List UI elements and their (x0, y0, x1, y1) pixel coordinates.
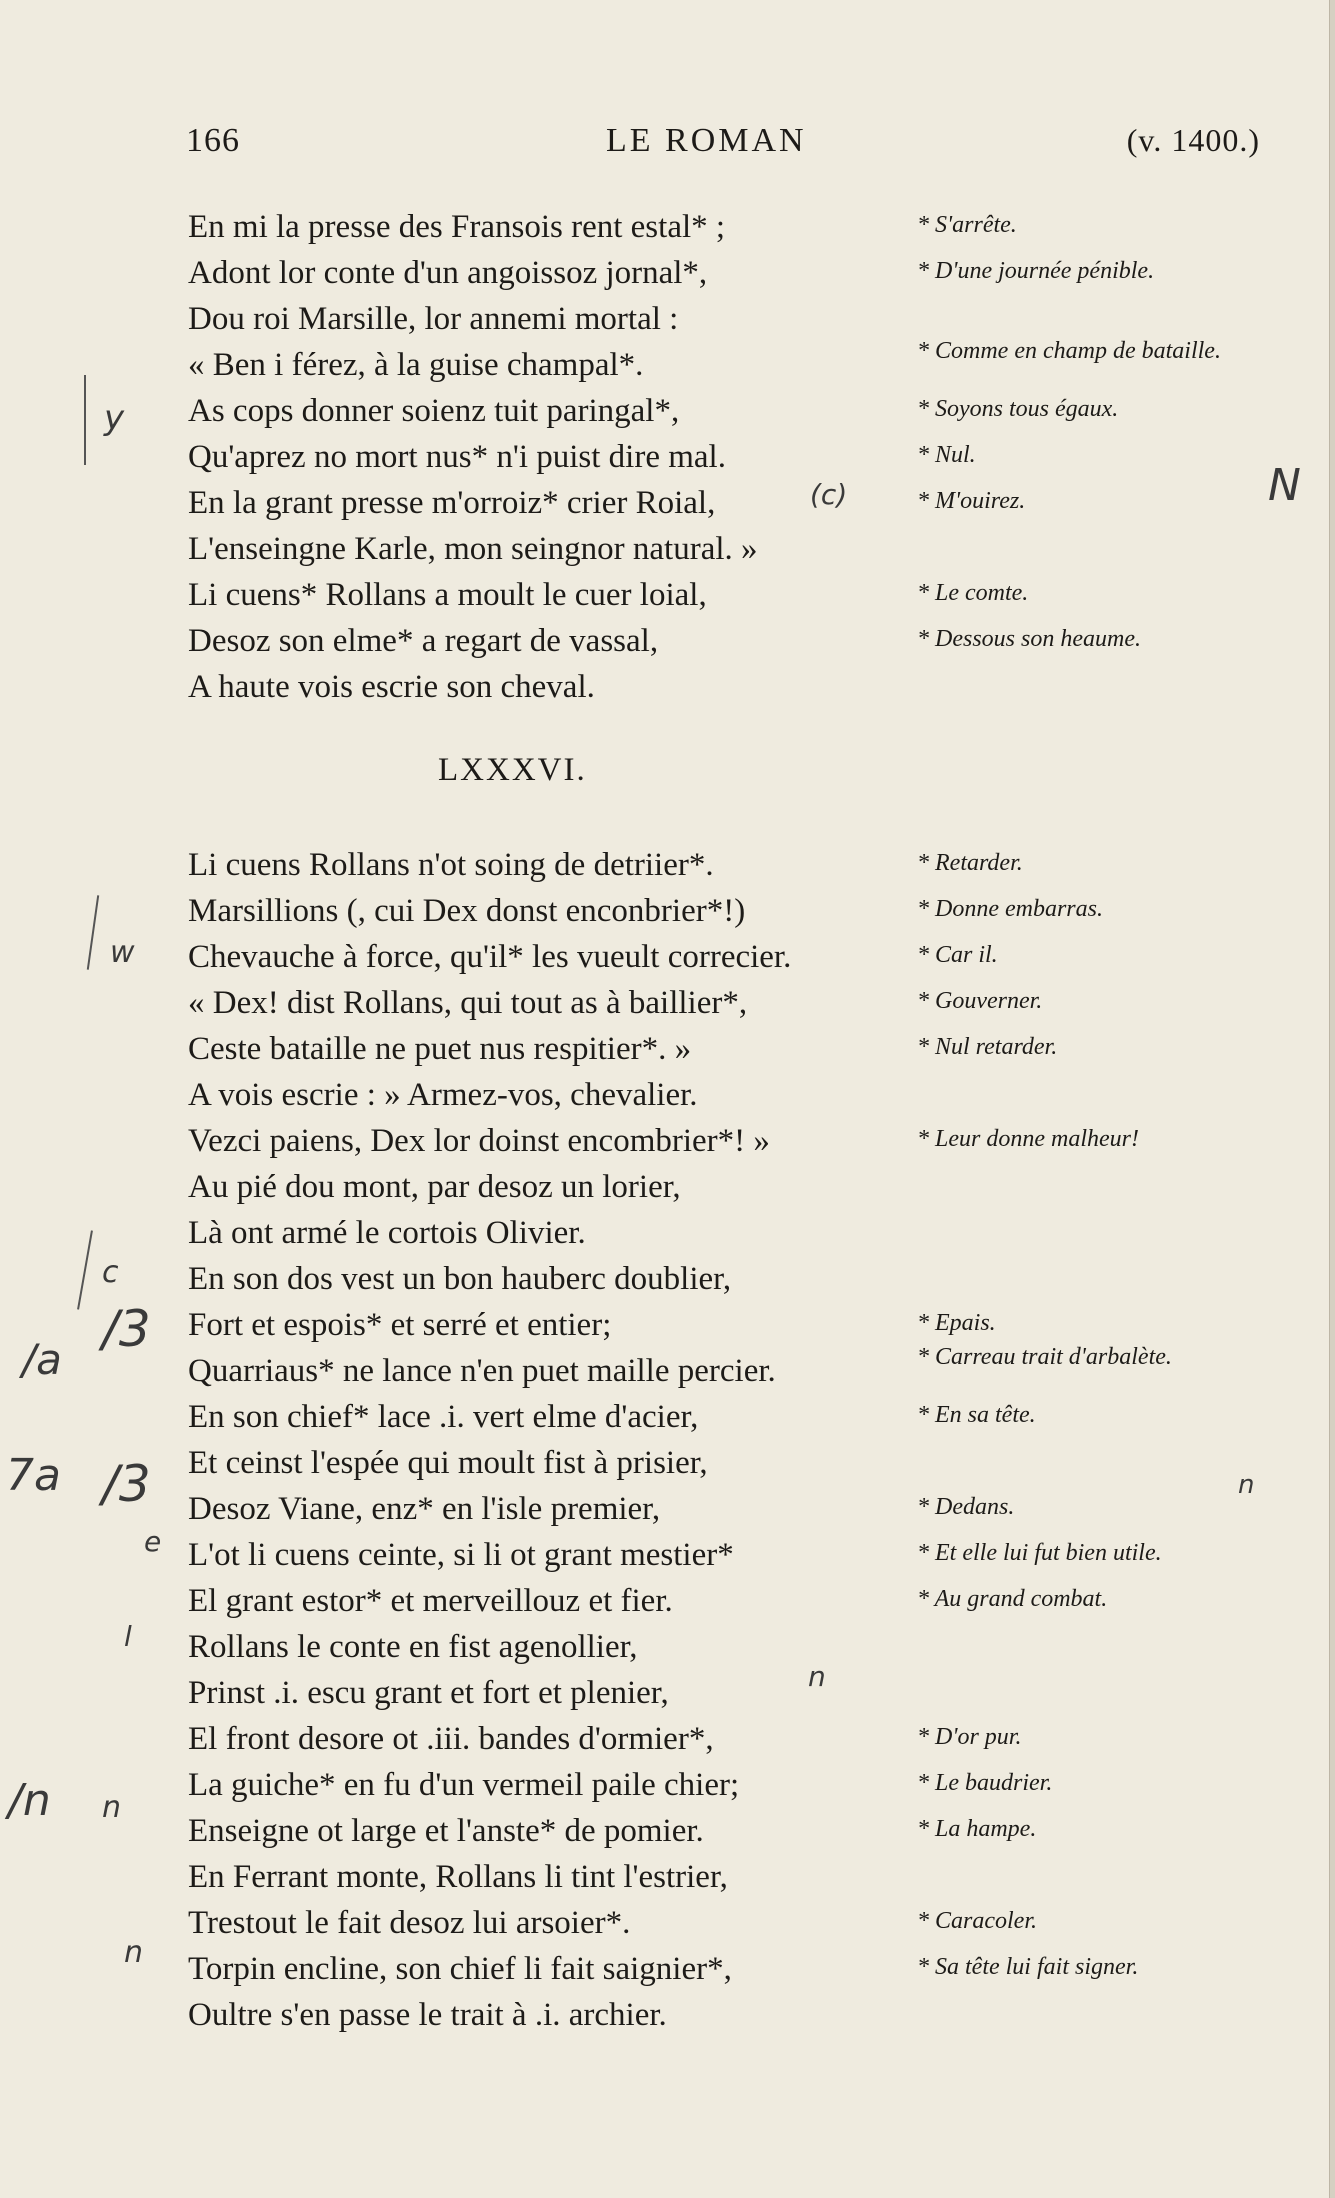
gloss-note: * Dessous son heaume. (917, 626, 1141, 652)
verse-text: Ceste bataille ne puet nus respitier*. » (188, 1031, 692, 1067)
verse-line (0, 1027, 1335, 1071)
verse-text: En son chief* lace .i. vert elme d'acier, (188, 1399, 699, 1435)
verse-text: Chevauche à force, qu'il* les vueult correcier. (188, 939, 792, 975)
verse-text: Vezci paiens, Dex lor doinst encombrier*! » (188, 1123, 770, 1159)
running-title: LE ROMAN (606, 122, 807, 159)
verse-text: Là ont armé le cortois Olivier. (188, 1215, 586, 1251)
verse-line (0, 1119, 1335, 1163)
gloss-note: * Nul retarder. (917, 1034, 1058, 1060)
margin-annotation: w (110, 935, 135, 970)
gloss-note: * La hampe. (917, 1816, 1037, 1842)
verse-line (0, 1947, 1335, 1991)
verse-line (0, 1211, 1335, 1255)
verse-line (0, 1855, 1335, 1899)
verse-reference: (v. 1400.) (1126, 122, 1260, 158)
verse-line (0, 527, 1335, 571)
verse-text: A vois escrie : » Armez-vos, chevalier. (188, 1077, 698, 1113)
gloss-note: * Au grand combat. (917, 1586, 1108, 1612)
gloss-note: * M'ouirez. (917, 488, 1026, 514)
verse-line (0, 1395, 1335, 1439)
gloss-note: * Leur donne malheur! (917, 1126, 1139, 1152)
gloss-note: * Sa tête lui fait signer. (917, 1954, 1139, 1980)
verse-line (0, 251, 1335, 295)
verse-line (0, 205, 1335, 249)
gloss-note: * Retarder. (917, 850, 1023, 876)
verse-text: El front desore ot .iii. bandes d'ormier*, (188, 1721, 714, 1757)
verse-text: « Ben i férez, à la guise champal*. (188, 347, 644, 383)
gloss-note: * Epais. (917, 1310, 996, 1336)
verse-line (0, 843, 1335, 887)
margin-annotation: y (104, 398, 125, 438)
verse-text: As cops donner soienz tuit paringal*, (188, 393, 680, 429)
gloss-note: * Soyons tous égaux. (917, 396, 1119, 422)
margin-annotation: /3 (102, 1455, 151, 1513)
verse-line (0, 1763, 1335, 1807)
margin-annotation: /3 (102, 1300, 151, 1358)
page-number: 166 (186, 122, 240, 159)
margin-annotation: l (124, 1620, 132, 1653)
verse-text: Marsillions (, cui Dex donst enconbrier*!) (188, 893, 746, 929)
verse-text: L'enseingne Karle, mon seingnor natural. » (188, 531, 758, 567)
margin-annotation: n (808, 1660, 826, 1693)
verse-text: La guiche* en fu d'un vermeil paile chier; (188, 1767, 740, 1803)
verse-text: Adont lor conte d'un angoissoz jornal*, (188, 255, 708, 291)
verse-line (0, 1625, 1335, 1669)
gloss-note: * Car il. (917, 942, 998, 968)
verse-line (0, 297, 1335, 341)
verse-line (0, 1993, 1335, 2037)
gloss-note: * Le baudrier. (917, 1770, 1053, 1796)
verse-line (0, 1303, 1335, 1347)
margin-annotation: N (1268, 460, 1301, 511)
verse-text: En son dos vest un bon hauberc doublier, (188, 1261, 732, 1297)
gloss-note: * Donne embarras. (917, 896, 1103, 922)
gloss-note: * Et elle lui fut bien utile. (917, 1540, 1162, 1566)
verse-text: Fort et espois* et serré et entier; (188, 1307, 612, 1343)
verse-line (0, 665, 1335, 709)
margin-annotation: 7a (6, 1450, 61, 1501)
verse-text: Dou roi Marsille, lor annemi mortal : (188, 301, 679, 337)
verse-line (0, 1717, 1335, 1761)
verse-text: Et ceinst l'espée qui moult fist à prisier, (188, 1445, 708, 1481)
gloss-note: * En sa tête. (917, 1402, 1036, 1428)
margin-annotation: /a (22, 1335, 62, 1384)
gloss-note: * Caracoler. (917, 1908, 1037, 1934)
verse-text: « Dex! dist Rollans, qui tout as à baillier*, (188, 985, 748, 1021)
verse-text: Oultre s'en passe le trait à .i. archier. (188, 1997, 667, 2033)
verse-line (0, 1579, 1335, 1623)
verse-text: Torpin encline, son chief li fait saignier*, (188, 1951, 732, 1987)
verse-line (0, 981, 1335, 1025)
verse-line (0, 935, 1335, 979)
verse-line (0, 619, 1335, 663)
verse-line (0, 481, 1335, 525)
margin-annotation: n (102, 1790, 122, 1825)
gloss-note: * S'arrête. (917, 212, 1017, 238)
verse-line (0, 1671, 1335, 1715)
verse-text: Desoz son elme* a regart de vassal, (188, 623, 659, 659)
verse-text: El grant estor* et merveillouz et fier. (188, 1583, 673, 1619)
verse-line (0, 889, 1335, 933)
verse-text: A haute vois escrie son cheval. (188, 669, 595, 705)
gloss-note: * D'une journée pénible. (917, 258, 1155, 284)
verse-text: Li cuens Rollans n'ot soing de detriier*. (188, 847, 714, 883)
gloss-note: * Carreau trait d'arbalète. (917, 1344, 1172, 1370)
gloss-note: * Le comte. (917, 580, 1029, 606)
margin-annotation: c (102, 1255, 119, 1290)
margin-annotation: n (124, 1935, 144, 1970)
verse-line (0, 338, 1335, 387)
verse-text: En Ferrant monte, Rollans li tint l'estrier, (188, 1859, 728, 1895)
verse-text: Enseigne ot large et l'anste* de pomier. (188, 1813, 704, 1849)
verse-line (0, 1901, 1335, 1945)
gloss-note: * Nul. (917, 442, 976, 468)
verse-line (0, 1533, 1335, 1577)
verse-text: Rollans le conte en fist agenollier, (188, 1629, 638, 1665)
page-header (0, 122, 1335, 172)
verse-text: Trestout le fait desoz lui arsoier*. (188, 1905, 631, 1941)
verse-line (0, 1809, 1335, 1853)
verse-line (0, 435, 1335, 479)
verse-line (0, 1441, 1335, 1485)
margin-pencil-line (84, 375, 86, 465)
section-heading: LXXXVI. (438, 752, 587, 788)
verse-line (0, 1487, 1335, 1531)
verse-line (0, 1344, 1335, 1393)
verse-text: Quarriaus* ne lance n'en puet maille percier. (188, 1353, 776, 1389)
verse-text: Desoz Viane, enz* en l'isle premier, (188, 1491, 661, 1527)
verse-text: Qu'aprez no mort nus* n'i puist dire mal. (188, 439, 726, 475)
verse-line (0, 573, 1335, 617)
margin-annotation: n (1238, 1470, 1255, 1500)
verse-text: En la grant presse m'orroiz* crier Roial, (188, 485, 716, 521)
verse-line (0, 1073, 1335, 1117)
margin-annotation: (c) (810, 478, 848, 511)
verse-text: Au pié dou mont, par desoz un lorier, (188, 1169, 681, 1205)
verse-line (0, 389, 1335, 433)
verse-text: Li cuens* Rollans a moult le cuer loial, (188, 577, 707, 613)
verse-text: En mi la presse des Fransois rent estal* ; (188, 209, 726, 245)
verse-text: L'ot li cuens ceinte, si li ot grant mestier* (188, 1537, 734, 1573)
gloss-note: * D'or pur. (917, 1724, 1022, 1750)
gloss-note: * Comme en champ de bataille. (917, 338, 1221, 364)
verse-text: Prinst .i. escu grant et fort et plenier, (188, 1675, 669, 1711)
margin-annotation: /n (8, 1775, 51, 1826)
gloss-note: * Dedans. (917, 1494, 1015, 1520)
verse-line (0, 1165, 1335, 1209)
margin-annotation: e (144, 1525, 162, 1558)
verse-line (0, 1257, 1335, 1301)
gloss-note: * Gouverner. (917, 988, 1043, 1014)
